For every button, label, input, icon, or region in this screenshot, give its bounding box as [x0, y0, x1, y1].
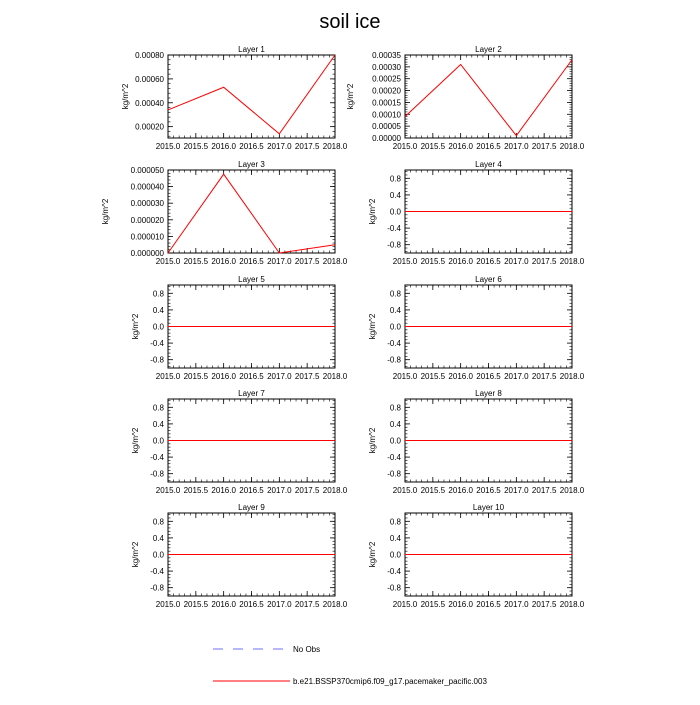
panel-title: Layer 6 [475, 275, 502, 284]
panel-layer-7 [131, 389, 348, 495]
x-tick-label: 2018.0 [323, 600, 348, 609]
y-axis-label: kg/m^2 [131, 313, 140, 339]
y-axis-label: kg/m^2 [131, 427, 140, 453]
x-tick-label: 2017.5 [532, 600, 557, 609]
panel-layer-6 [368, 275, 585, 381]
y-tick-label: 0.4 [390, 191, 402, 200]
x-tick-label: 2018.0 [323, 486, 348, 495]
y-tick-label: -0.4 [150, 567, 164, 576]
y-tick-label: 0.4 [390, 420, 402, 429]
panel-title: Layer 3 [238, 160, 265, 169]
y-axis-label: kg/m^2 [131, 541, 140, 567]
x-tick-label: 2017.0 [267, 257, 292, 266]
x-tick-label: 2016.5 [476, 486, 501, 495]
y-tick-label: -0.4 [387, 224, 401, 233]
x-tick-label: 2016.5 [476, 257, 501, 266]
x-tick-label: 2017.0 [504, 142, 529, 151]
x-tick-label: 2018.0 [560, 372, 585, 381]
y-tick-label: -0.8 [387, 356, 401, 365]
panel-layer-1 [121, 45, 348, 151]
legend [213, 645, 487, 686]
legend-model-label: b.e21.BSSP370cmip6.f09_g17.pacemaker_pacific.003 [293, 677, 487, 686]
panel-title: Layer 2 [475, 45, 502, 54]
x-tick-label: 2016.0 [211, 486, 236, 495]
y-tick-label: 0.000050 [131, 166, 165, 175]
y-tick-label: 0.8 [390, 517, 402, 526]
y-axis-label: kg/m^2 [368, 541, 377, 567]
panel-title: Layer 5 [238, 275, 265, 284]
y-tick-label: 0.8 [390, 289, 402, 298]
panel-title: Layer 9 [238, 503, 265, 512]
y-tick-label: 0.4 [390, 306, 402, 315]
y-tick-label: 0.4 [153, 420, 165, 429]
x-tick-label: 2018.0 [560, 600, 585, 609]
x-tick-label: 2015.0 [393, 257, 418, 266]
y-tick-label: -0.4 [387, 339, 401, 348]
x-tick-label: 2015.0 [156, 372, 181, 381]
x-tick-label: 2017.0 [504, 600, 529, 609]
x-tick-label: 2017.5 [532, 486, 557, 495]
plot-frame [168, 55, 335, 138]
legend-obs-label: No Obs [293, 645, 320, 654]
y-tick-label: 0.0 [390, 208, 402, 217]
y-tick-label: 0.0 [390, 551, 402, 560]
x-tick-label: 2016.0 [211, 372, 236, 381]
x-tick-label: 2015.5 [184, 600, 209, 609]
x-tick-label: 2015.0 [156, 257, 181, 266]
x-tick-label: 2017.5 [532, 142, 557, 151]
series-line [405, 60, 572, 136]
y-axis-label: kg/m^2 [101, 198, 110, 224]
x-tick-label: 2016.5 [476, 142, 501, 151]
y-tick-label: 0.00025 [372, 75, 401, 84]
panel-layer-5 [131, 275, 348, 381]
y-tick-label: 0.00010 [372, 110, 401, 119]
y-tick-label: 0.4 [153, 306, 165, 315]
series-line [168, 55, 335, 134]
x-tick-label: 2016.5 [476, 600, 501, 609]
panel-layer-4 [368, 160, 585, 266]
x-tick-label: 2017.0 [267, 372, 292, 381]
y-tick-label: 0.0 [390, 437, 402, 446]
x-tick-label: 2015.5 [421, 486, 446, 495]
x-tick-label: 2015.0 [156, 142, 181, 151]
panel-title: Layer 7 [238, 389, 265, 398]
x-tick-label: 2016.0 [211, 142, 236, 151]
panel-layer-9 [131, 503, 348, 609]
x-tick-label: 2015.5 [184, 486, 209, 495]
x-tick-label: 2017.5 [295, 372, 320, 381]
x-tick-label: 2017.5 [295, 486, 320, 495]
x-tick-label: 2016.0 [448, 372, 473, 381]
y-tick-label: 0.00005 [372, 122, 401, 131]
y-axis-label: kg/m^2 [121, 83, 130, 109]
y-tick-label: 0.8 [153, 517, 165, 526]
y-tick-label: -0.4 [150, 339, 164, 348]
y-tick-label: -0.8 [387, 470, 401, 479]
y-tick-label: 0.000030 [131, 199, 165, 208]
panel-layer-3 [101, 160, 348, 266]
y-tick-label: 0.4 [390, 534, 402, 543]
x-tick-label: 2016.0 [448, 600, 473, 609]
y-tick-label: 0.00040 [135, 99, 164, 108]
y-tick-label: -0.8 [387, 584, 401, 593]
y-tick-label: 0.0 [153, 551, 165, 560]
panel-title: Layer 4 [475, 160, 502, 169]
x-tick-label: 2015.0 [393, 486, 418, 495]
y-tick-label: -0.4 [387, 567, 401, 576]
x-tick-label: 2016.5 [239, 372, 264, 381]
y-tick-label: 0.0 [153, 323, 165, 332]
panel-layer-8 [368, 389, 585, 495]
y-tick-label: 0.8 [153, 403, 165, 412]
x-tick-label: 2016.0 [448, 257, 473, 266]
y-tick-label: -0.8 [387, 241, 401, 250]
x-tick-label: 2017.5 [532, 372, 557, 381]
y-tick-label: 0.00080 [135, 51, 164, 60]
y-axis-label: kg/m^2 [368, 313, 377, 339]
x-tick-label: 2018.0 [560, 257, 585, 266]
x-tick-label: 2016.5 [239, 142, 264, 151]
y-axis-label: kg/m^2 [368, 198, 377, 224]
x-tick-label: 2018.0 [323, 142, 348, 151]
panel-title: Layer 1 [238, 45, 265, 54]
x-tick-label: 2015.0 [156, 486, 181, 495]
y-tick-label: 0.0 [390, 323, 402, 332]
panel-title: Layer 8 [475, 389, 502, 398]
figure-title: soil ice [319, 11, 380, 33]
y-tick-label: 0.000040 [131, 183, 165, 192]
x-tick-label: 2016.5 [239, 600, 264, 609]
x-tick-label: 2017.0 [504, 372, 529, 381]
y-tick-label: 0.8 [390, 403, 402, 412]
y-tick-label: 0.000020 [131, 216, 165, 225]
y-tick-label: 0.00015 [372, 98, 401, 107]
x-tick-label: 2016.0 [211, 257, 236, 266]
plot-frame [405, 55, 572, 138]
x-tick-label: 2018.0 [323, 257, 348, 266]
panel-layer-2 [346, 45, 585, 151]
panel-title: Layer 10 [473, 503, 505, 512]
x-tick-label: 2016.0 [448, 142, 473, 151]
x-tick-label: 2016.5 [239, 257, 264, 266]
x-tick-label: 2016.0 [448, 486, 473, 495]
x-tick-label: 2015.0 [393, 372, 418, 381]
x-tick-label: 2018.0 [323, 372, 348, 381]
x-tick-label: 2016.5 [476, 372, 501, 381]
x-tick-label: 2017.5 [532, 257, 557, 266]
x-tick-label: 2015.5 [184, 372, 209, 381]
y-tick-label: 0.8 [390, 174, 402, 183]
plot-frame [168, 170, 335, 253]
x-tick-label: 2016.5 [239, 486, 264, 495]
x-tick-label: 2017.0 [504, 257, 529, 266]
x-tick-label: 2017.5 [295, 257, 320, 266]
series-line [168, 174, 335, 253]
x-tick-label: 2015.5 [421, 142, 446, 151]
y-tick-label: -0.8 [150, 584, 164, 593]
panel-layer-10 [368, 503, 585, 609]
x-tick-label: 2015.5 [421, 257, 446, 266]
y-axis-label: kg/m^2 [346, 83, 355, 109]
y-tick-label: -0.4 [150, 453, 164, 462]
y-tick-label: 0.000010 [131, 232, 165, 241]
x-tick-label: 2015.0 [393, 142, 418, 151]
y-tick-label: 0.4 [153, 534, 165, 543]
x-tick-label: 2017.5 [295, 600, 320, 609]
x-tick-label: 2018.0 [560, 486, 585, 495]
y-tick-label: 0.00060 [135, 75, 164, 84]
y-tick-label: 0.00035 [372, 51, 401, 60]
x-tick-label: 2015.5 [421, 600, 446, 609]
y-tick-label: 0.0 [153, 437, 165, 446]
x-tick-label: 2015.5 [421, 372, 446, 381]
y-tick-label: 0.00000 [372, 134, 401, 143]
x-tick-label: 2018.0 [560, 142, 585, 151]
y-tick-label: 0.00020 [372, 87, 401, 96]
y-tick-label: 0.000000 [131, 249, 165, 258]
x-tick-label: 2015.5 [184, 142, 209, 151]
y-tick-label: -0.4 [387, 453, 401, 462]
y-tick-label: 0.00020 [135, 123, 164, 132]
x-tick-label: 2015.0 [393, 600, 418, 609]
y-tick-label: 0.8 [153, 289, 165, 298]
y-tick-label: -0.8 [150, 356, 164, 365]
x-tick-label: 2015.5 [184, 257, 209, 266]
x-tick-label: 2017.0 [504, 486, 529, 495]
x-tick-label: 2015.0 [156, 600, 181, 609]
y-tick-label: 0.00030 [372, 63, 401, 72]
x-tick-label: 2016.0 [211, 600, 236, 609]
x-tick-label: 2017.0 [267, 600, 292, 609]
y-axis-label: kg/m^2 [368, 427, 377, 453]
x-tick-label: 2017.5 [295, 142, 320, 151]
y-tick-label: -0.8 [150, 470, 164, 479]
x-tick-label: 2017.0 [267, 486, 292, 495]
x-tick-label: 2017.0 [267, 142, 292, 151]
